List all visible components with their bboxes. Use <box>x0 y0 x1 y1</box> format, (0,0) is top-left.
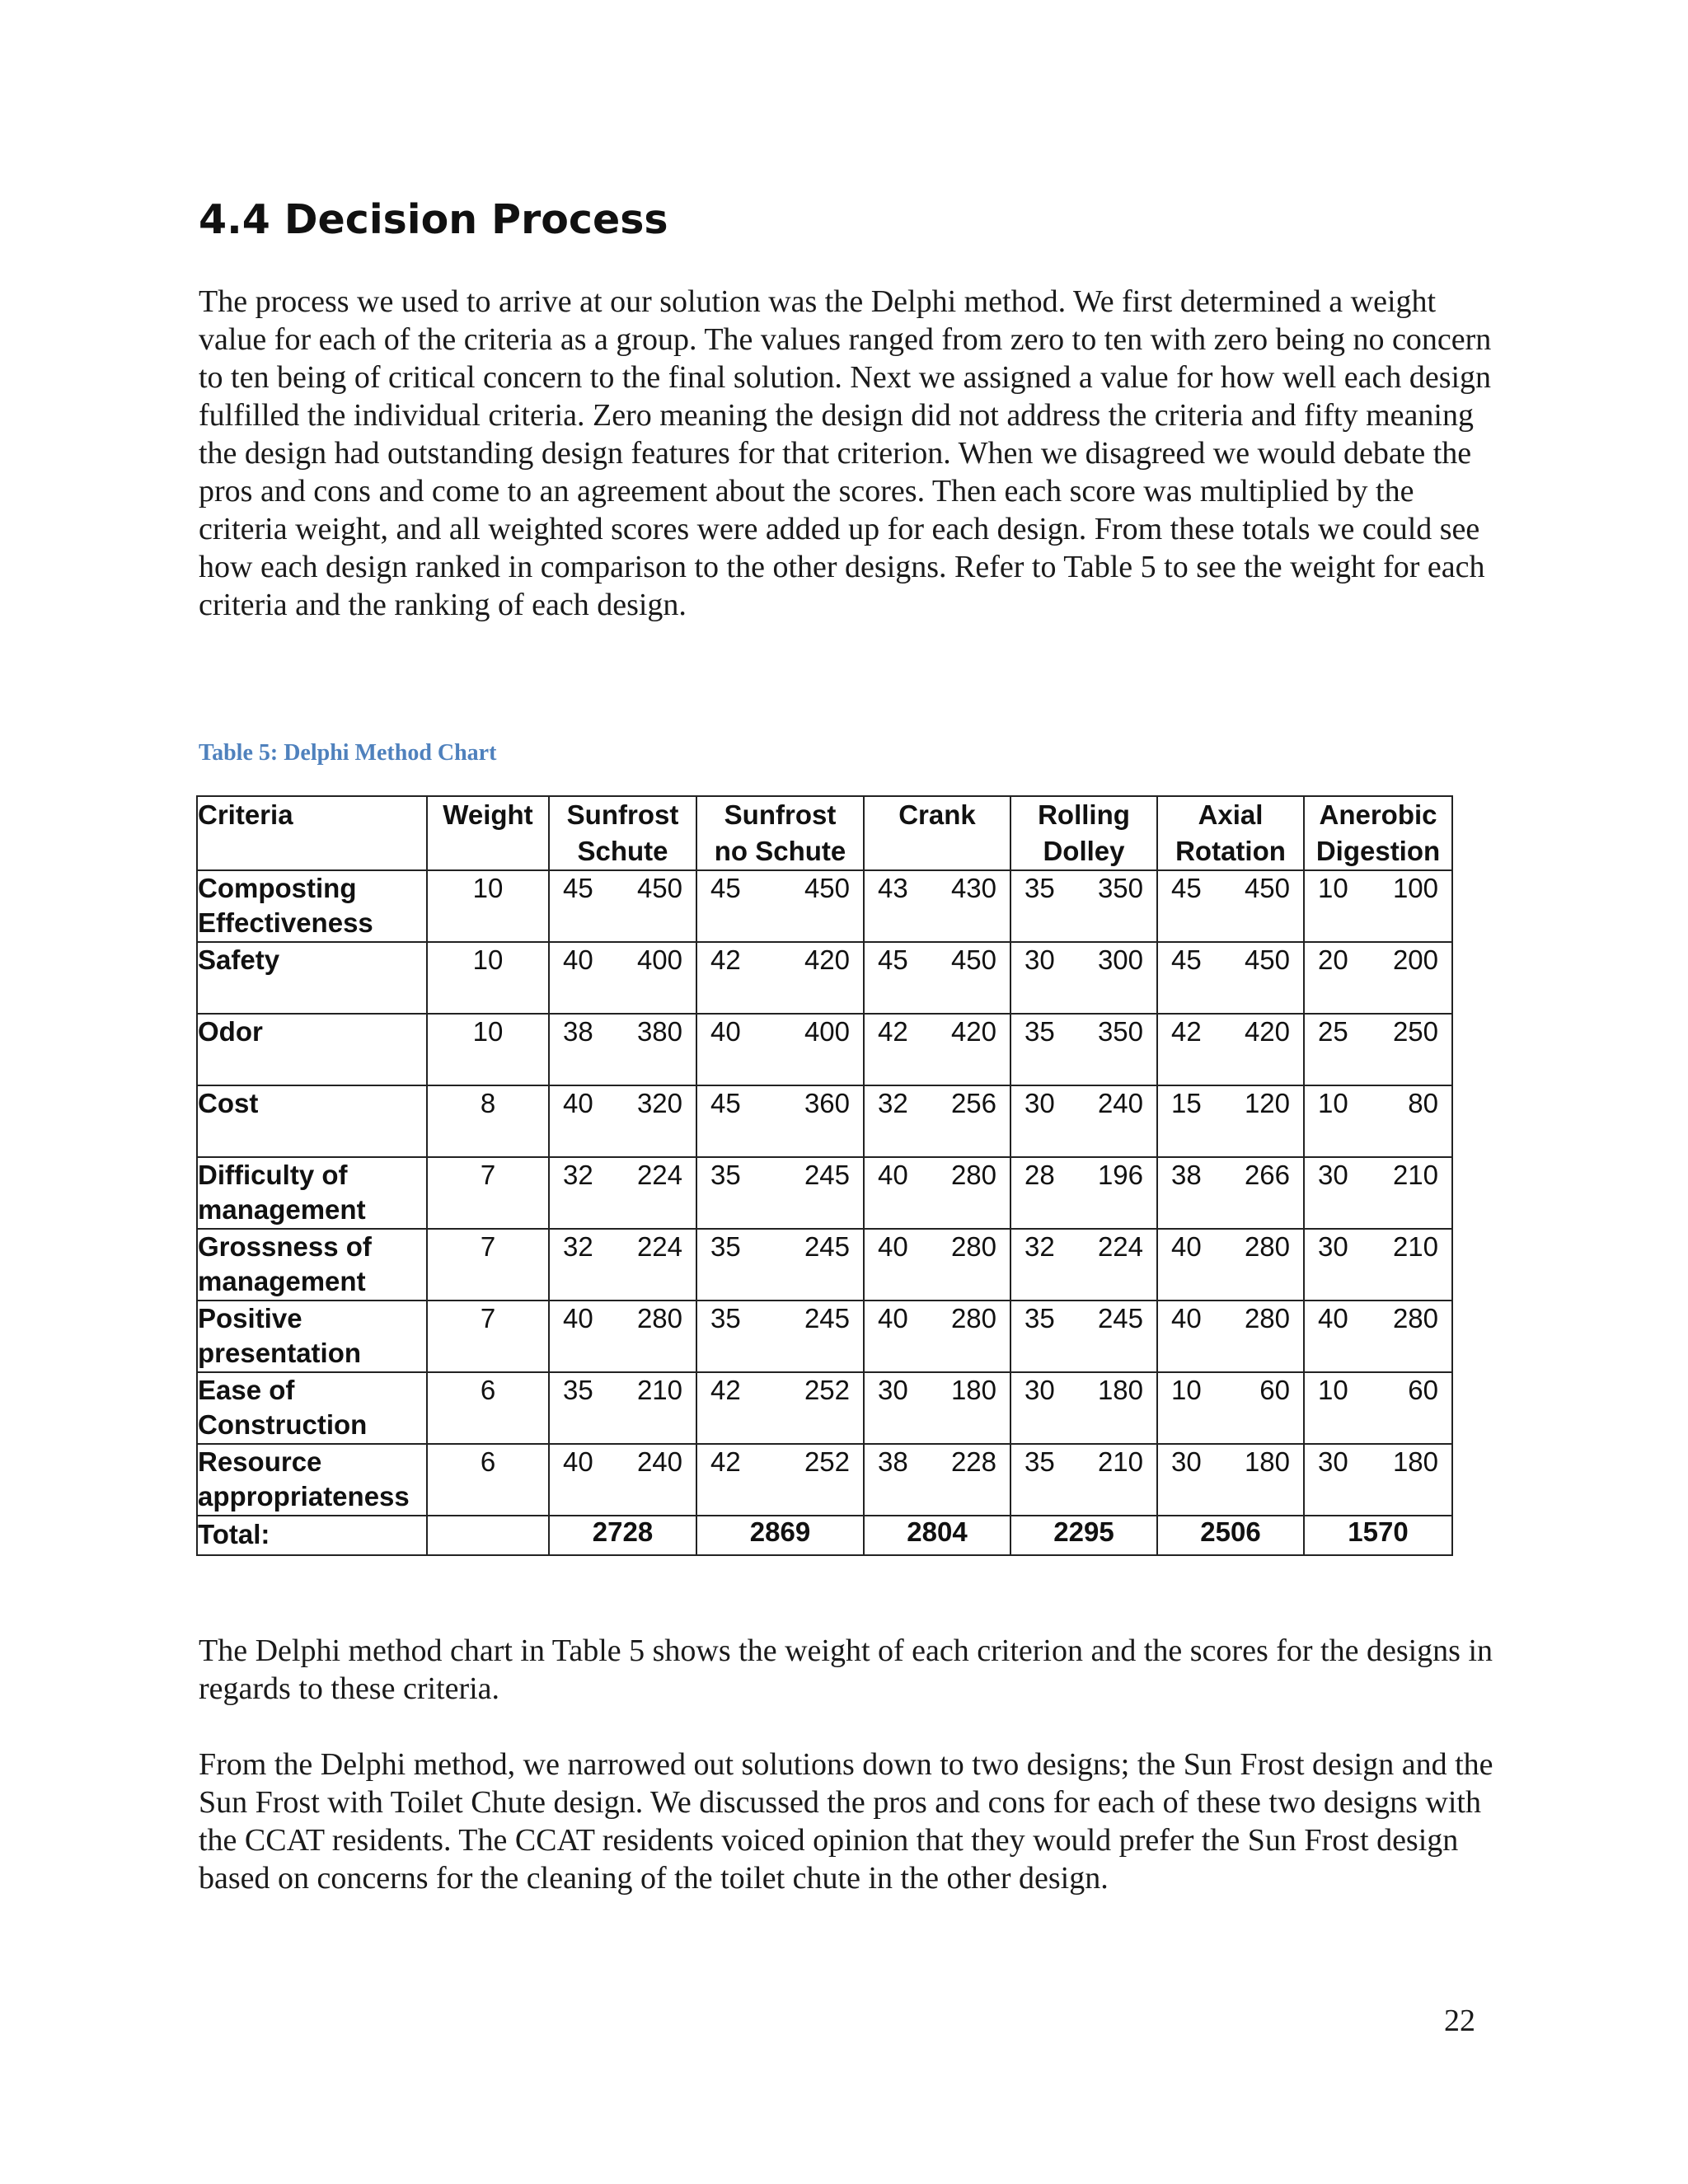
raw-score: 10 <box>1318 1375 1348 1405</box>
weighted-score: 252 <box>804 1446 850 1477</box>
score-cell <box>1010 870 1157 942</box>
raw-score: 35 <box>710 1303 741 1333</box>
weight-value: 7 <box>480 1231 496 1262</box>
score-cell <box>696 1301 864 1372</box>
design-header: Sunfrost no Schute <box>696 796 864 870</box>
weight-cell <box>427 870 549 942</box>
weighted-score: 420 <box>1244 1016 1290 1047</box>
score-cell <box>1304 1372 1452 1444</box>
weighted-score: 360 <box>804 1088 850 1118</box>
criteria-label: presentation <box>198 1338 362 1368</box>
raw-score: 40 <box>878 1231 908 1262</box>
raw-score: 30 <box>1025 944 1055 975</box>
weight-value: 10 <box>472 944 504 975</box>
criteria-header: Criteria <box>197 796 427 870</box>
weighted-score: 350 <box>1097 1016 1143 1047</box>
weight-cell <box>427 1372 549 1444</box>
raw-score: 35 <box>1025 1446 1055 1477</box>
weighted-score: 240 <box>1097 1088 1143 1118</box>
raw-score: 32 <box>563 1231 593 1262</box>
criteria-label: Ease of <box>198 1375 295 1405</box>
weighted-score: 80 <box>1408 1088 1438 1118</box>
table-row <box>197 1085 1452 1157</box>
score-cell <box>549 870 696 942</box>
weighted-score: 420 <box>804 944 850 975</box>
design-header: Axial Rotation <box>1157 796 1304 870</box>
page-number: 22 <box>1444 2004 1475 2038</box>
table-caption: Table 5: Delphi Method Chart <box>199 740 497 766</box>
weight-value: 6 <box>480 1446 496 1477</box>
criteria-label: Difficulty of <box>198 1160 348 1190</box>
raw-score: 40 <box>878 1160 908 1190</box>
total-value: 1570 <box>1304 1516 1452 1555</box>
score-cell <box>864 1229 1010 1301</box>
weight-value: 6 <box>480 1375 496 1405</box>
weighted-score: 224 <box>636 1160 682 1190</box>
weighted-score: 240 <box>636 1446 682 1477</box>
raw-score: 45 <box>710 873 741 903</box>
weighted-score: 180 <box>1244 1446 1290 1477</box>
score-cell <box>549 1085 696 1157</box>
raw-score: 15 <box>1171 1088 1202 1118</box>
raw-score: 40 <box>710 1016 741 1047</box>
score-cell <box>1157 1301 1304 1372</box>
weighted-score: 210 <box>1097 1446 1143 1477</box>
score-cell <box>696 870 864 942</box>
weight-cell <box>427 1444 549 1516</box>
weighted-score: 210 <box>1392 1231 1438 1262</box>
raw-score: 30 <box>1318 1446 1348 1477</box>
table-header-row <box>197 796 1452 870</box>
raw-score: 40 <box>563 1303 593 1333</box>
score-cell <box>1157 1444 1304 1516</box>
weighted-score: 420 <box>950 1016 996 1047</box>
raw-score: 42 <box>710 1375 741 1405</box>
total-label: Total: <box>197 1516 427 1555</box>
raw-score: 35 <box>1025 1016 1055 1047</box>
raw-score: 32 <box>1025 1231 1055 1262</box>
criteria-cell <box>197 1301 427 1372</box>
weighted-score: 245 <box>804 1303 850 1333</box>
score-cell <box>696 1014 864 1085</box>
score-cell <box>1304 870 1452 942</box>
score-cell <box>1010 1301 1157 1372</box>
score-cell <box>1304 1014 1452 1085</box>
raw-score: 45 <box>1171 873 1202 903</box>
score-cell <box>549 1229 696 1301</box>
raw-score: 40 <box>1318 1303 1348 1333</box>
score-cell <box>1157 1157 1304 1229</box>
criteria-label: Positive <box>198 1303 302 1333</box>
score-cell <box>864 1085 1010 1157</box>
table-row <box>197 1372 1452 1444</box>
weighted-score: 60 <box>1408 1375 1438 1405</box>
score-cell <box>1157 1229 1304 1301</box>
raw-score: 25 <box>1318 1016 1348 1047</box>
weight-value: 10 <box>472 1016 504 1047</box>
raw-score: 30 <box>1171 1446 1202 1477</box>
weighted-score: 250 <box>1392 1016 1438 1047</box>
weight-cell <box>427 1301 549 1372</box>
criteria-label <box>198 1121 426 1155</box>
criteria-cell <box>197 1014 427 1085</box>
weighted-score: 280 <box>636 1303 682 1333</box>
weight-header: Weight <box>427 796 549 870</box>
score-cell <box>864 1014 1010 1085</box>
table-row <box>197 1229 1452 1301</box>
weight-value: 10 <box>472 873 504 903</box>
score-cell <box>1010 1157 1157 1229</box>
criteria-label: Grossness of <box>198 1231 372 1262</box>
total-value: 2295 <box>1010 1516 1157 1555</box>
score-cell <box>864 1301 1010 1372</box>
score-cell <box>1010 1372 1157 1444</box>
weighted-score: 280 <box>950 1303 996 1333</box>
raw-score: 40 <box>878 1303 908 1333</box>
score-cell <box>1010 1444 1157 1516</box>
weighted-score: 245 <box>804 1231 850 1262</box>
criteria-label: Construction <box>198 1409 368 1440</box>
total-value: 2506 <box>1157 1516 1304 1555</box>
weighted-score: 380 <box>636 1016 682 1047</box>
criteria-label: Safety <box>198 944 280 975</box>
raw-score: 10 <box>1171 1375 1202 1405</box>
table-row <box>197 1301 1452 1372</box>
section-heading: 4.4 Decision Process <box>199 196 668 243</box>
score-cell <box>696 1229 864 1301</box>
weighted-score: 120 <box>1244 1088 1290 1118</box>
weighted-score: 224 <box>1097 1231 1143 1262</box>
design-header: Rolling Dolley <box>1010 796 1157 870</box>
raw-score: 40 <box>563 1088 593 1118</box>
raw-score: 45 <box>710 1088 741 1118</box>
criteria-cell <box>197 1157 427 1229</box>
total-value: 2804 <box>864 1516 1010 1555</box>
criteria-cell <box>197 1372 427 1444</box>
score-cell <box>549 1372 696 1444</box>
weighted-score: 450 <box>950 944 996 975</box>
intro-paragraph: The process we used to arrive at our solution was the Delphi method. We first determined a weight value for each of the criteria as a group. The values ranged from zero to ten with zero being no concern to ten being of critical concern to the final solution. Next we assigned a value for how well each design fulfilled the individual criteria. Zero meaning the design did not address the criteria and fifty meaning the design had outstanding design features for that criterion. When we disagreed we would debate the pros and cons and come to an agreement about the scores. Then each score was multiplied by the criteria weight, and all weighted scores were added up for each design. From these totals we could see how each design ranked in comparison to the other designs. Refer to Table 5 to see the weight for each criteria and the ranking of each design. <box>199 284 1492 622</box>
raw-score: 35 <box>563 1375 593 1405</box>
criteria-cell <box>197 870 427 942</box>
table-row <box>197 870 1452 942</box>
raw-score: 32 <box>563 1160 593 1190</box>
table-body <box>197 870 1452 1555</box>
weighted-score: 450 <box>1244 944 1290 975</box>
conclusion-paragraph: From the Delphi method, we narrowed out solutions down to two designs; the Sun Frost design and the Sun Frost with Toilet Chute design. We discussed the pros and cons for each of these two designs with the CCAT residents. The CCAT residents voiced opinion that they would prefer the Sun Frost design based on concerns for the cleaning of the toilet chute in the other design. <box>199 1747 1493 1896</box>
weighted-score: 196 <box>1097 1160 1143 1190</box>
table-row <box>197 942 1452 1014</box>
score-cell <box>549 1301 696 1372</box>
weighted-score: 320 <box>636 1088 682 1118</box>
design-header: Anerobic Digestion <box>1304 796 1452 870</box>
weighted-score: 245 <box>804 1160 850 1190</box>
raw-score: 40 <box>1171 1231 1202 1262</box>
raw-score: 42 <box>710 944 741 975</box>
weight-cell <box>427 1014 549 1085</box>
design-header: Sunfrost Schute <box>549 796 696 870</box>
score-cell <box>1157 870 1304 942</box>
weight-value: 7 <box>480 1303 496 1333</box>
score-cell <box>549 942 696 1014</box>
raw-score: 45 <box>1171 944 1202 975</box>
weighted-score: 210 <box>1392 1160 1438 1190</box>
raw-score: 20 <box>1318 944 1348 975</box>
score-cell <box>1157 1372 1304 1444</box>
weighted-score: 256 <box>950 1088 996 1118</box>
weighted-score: 400 <box>636 944 682 975</box>
raw-score: 30 <box>878 1375 908 1405</box>
raw-score: 35 <box>1025 873 1055 903</box>
criteria-cell <box>197 1229 427 1301</box>
total-value: 2728 <box>549 1516 696 1555</box>
score-cell <box>864 1444 1010 1516</box>
raw-score: 45 <box>563 873 593 903</box>
raw-score: 42 <box>710 1446 741 1477</box>
weight-value: 7 <box>480 1160 496 1190</box>
raw-score: 42 <box>878 1016 908 1047</box>
raw-score: 40 <box>563 1446 593 1477</box>
score-cell <box>696 1444 864 1516</box>
score-cell <box>1157 1014 1304 1085</box>
weighted-score: 280 <box>1244 1231 1290 1262</box>
weighted-score: 228 <box>950 1446 996 1477</box>
weighted-score: 350 <box>1097 873 1143 903</box>
raw-score: 30 <box>1318 1160 1348 1190</box>
delphi-method-table <box>196 795 1453 1556</box>
score-cell <box>1304 1157 1452 1229</box>
criteria-label: Odor <box>198 1016 263 1047</box>
score-cell <box>864 870 1010 942</box>
raw-score: 35 <box>710 1231 741 1262</box>
weighted-score: 252 <box>804 1375 850 1405</box>
weighted-score: 280 <box>950 1231 996 1262</box>
criteria-label: appropriateness <box>198 1481 410 1511</box>
weighted-score: 280 <box>1244 1303 1290 1333</box>
weighted-score: 180 <box>1097 1375 1143 1405</box>
weighted-score: 200 <box>1392 944 1438 975</box>
weight-cell <box>427 1229 549 1301</box>
score-cell <box>549 1444 696 1516</box>
raw-score: 40 <box>563 944 593 975</box>
criteria-label <box>198 1049 426 1084</box>
score-cell <box>549 1157 696 1229</box>
score-cell <box>1304 1229 1452 1301</box>
weighted-score: 60 <box>1259 1375 1290 1405</box>
raw-score: 38 <box>878 1446 908 1477</box>
score-cell <box>1010 1014 1157 1085</box>
raw-score: 28 <box>1025 1160 1055 1190</box>
raw-score: 10 <box>1318 1088 1348 1118</box>
weighted-score: 430 <box>950 873 996 903</box>
score-cell <box>1157 942 1304 1014</box>
score-cell <box>1304 942 1452 1014</box>
weighted-score: 210 <box>636 1375 682 1405</box>
raw-score: 32 <box>878 1088 908 1118</box>
weighted-score: 450 <box>804 873 850 903</box>
criteria-label: Cost <box>198 1088 259 1118</box>
weighted-score: 180 <box>950 1375 996 1405</box>
criteria-label: Resource <box>198 1446 322 1477</box>
score-cell <box>696 1085 864 1157</box>
weighted-score: 280 <box>1392 1303 1438 1333</box>
weighted-score: 180 <box>1392 1446 1438 1477</box>
raw-score: 35 <box>710 1160 741 1190</box>
score-cell <box>1010 1085 1157 1157</box>
raw-score: 43 <box>878 873 908 903</box>
weight-cell-empty <box>427 1516 549 1555</box>
total-row <box>197 1516 1452 1555</box>
raw-score: 35 <box>1025 1303 1055 1333</box>
criteria-label: Composting <box>198 873 357 903</box>
criteria-label: management <box>198 1194 366 1225</box>
score-cell <box>864 1157 1010 1229</box>
score-cell <box>1010 1229 1157 1301</box>
score-cell <box>1010 942 1157 1014</box>
weighted-score: 300 <box>1097 944 1143 975</box>
weight-cell <box>427 942 549 1014</box>
weighted-score: 224 <box>636 1231 682 1262</box>
score-cell <box>549 1014 696 1085</box>
weighted-score: 400 <box>804 1016 850 1047</box>
criteria-label <box>198 977 426 1012</box>
total-value: 2869 <box>696 1516 864 1555</box>
weighted-score: 280 <box>950 1160 996 1190</box>
design-header: Crank <box>864 796 1010 870</box>
raw-score: 42 <box>1171 1016 1202 1047</box>
raw-score: 40 <box>1171 1303 1202 1333</box>
weight-cell <box>427 1085 549 1157</box>
score-cell <box>696 942 864 1014</box>
weighted-score: 245 <box>1097 1303 1143 1333</box>
raw-score: 45 <box>878 944 908 975</box>
weight-value: 8 <box>480 1088 496 1118</box>
raw-score: 30 <box>1025 1088 1055 1118</box>
score-cell <box>696 1372 864 1444</box>
criteria-cell <box>197 942 427 1014</box>
score-cell <box>1157 1085 1304 1157</box>
raw-score: 30 <box>1025 1375 1055 1405</box>
raw-score: 30 <box>1318 1231 1348 1262</box>
raw-score: 10 <box>1318 873 1348 903</box>
raw-score: 38 <box>563 1016 593 1047</box>
after-table-paragraph: The Delphi method chart in Table 5 shows the weight of each criterion and the scores for the designs in regards to these criteria. <box>199 1633 1493 1706</box>
score-cell <box>1304 1085 1452 1157</box>
table-row <box>197 1157 1452 1229</box>
score-cell <box>1304 1301 1452 1372</box>
weighted-score: 450 <box>636 873 682 903</box>
weighted-score: 450 <box>1244 873 1290 903</box>
weight-cell <box>427 1157 549 1229</box>
weighted-score: 100 <box>1392 873 1438 903</box>
raw-score: 38 <box>1171 1160 1202 1190</box>
score-cell <box>864 1372 1010 1444</box>
score-cell <box>1304 1444 1452 1516</box>
criteria-label: management <box>198 1266 366 1296</box>
score-cell <box>864 942 1010 1014</box>
criteria-cell <box>197 1444 427 1516</box>
table-row <box>197 1014 1452 1085</box>
score-cell <box>696 1157 864 1229</box>
table-row <box>197 1444 1452 1516</box>
criteria-cell <box>197 1085 427 1157</box>
weighted-score: 266 <box>1244 1160 1290 1190</box>
criteria-label: Effectiveness <box>198 907 373 938</box>
